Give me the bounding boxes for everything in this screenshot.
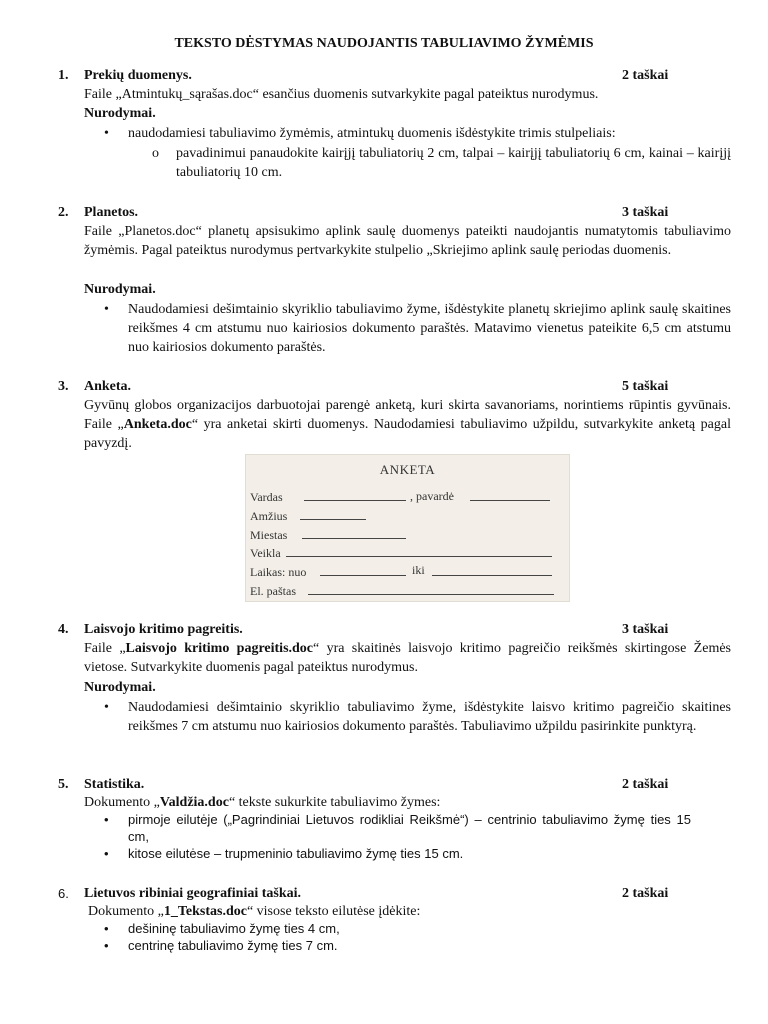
- body-text: Dokumento „: [88, 904, 164, 919]
- bullet-list: [104, 698, 731, 736]
- anketa-label-pastas: El. paštas: [250, 584, 296, 598]
- task-name: Anketa.: [84, 379, 132, 394]
- anketa-line: [300, 519, 366, 520]
- anketa-line: [320, 575, 406, 576]
- anketa-label-miestas: Miestas: [250, 528, 288, 542]
- bullet-list: [104, 920, 731, 954]
- task-points: 3 taškai: [622, 205, 669, 220]
- circle-bullet-icon: o: [152, 146, 159, 161]
- task-body: [84, 793, 731, 812]
- anketa-line: [304, 500, 406, 501]
- bullet-list: [104, 124, 731, 143]
- instructions-label: Nurodymai.: [84, 680, 156, 695]
- file-name: Laisvojo kritimo pagreitis.doc: [125, 641, 314, 656]
- sub-item-text: pavadinimui panaudokite kairįjį tabuliatorių 2 cm, talpai – kairįjį tabuliatorių 6 cm, kainai – kairįjį tabuliatorių 10 cm.: [176, 146, 731, 180]
- anketa-label-amzius: Amžius: [250, 509, 288, 523]
- task-points: 2 taškai: [622, 68, 669, 83]
- list-item: • Naudodamiesi dešimtainio skyriklio tabuliavimo žyme, išdėstykite laisvo kritimo pagreičio skaitines reikšmes 7 cm atstumu nuo kairiosios dokumento paraštės. Tabuliavimo užpildu pasirinkite punktyrą.: [104, 698, 731, 736]
- task-points: 5 taškai: [622, 379, 669, 394]
- task-points: 2 taškai: [622, 777, 669, 792]
- task-name: Prekių duomenys.: [84, 68, 192, 83]
- task-name: Planetos.: [84, 205, 139, 220]
- task-points: 2 taškai: [622, 886, 669, 901]
- task-name: Lietuvos ribiniai geografiniai taškai.: [84, 886, 302, 901]
- list-item: • pirmoje eilutėje („Pagrindiniai Lietuvos rodikliai Reikšmė“) – centrinio tabuliavimo žymę ties 15 cm,: [104, 811, 731, 845]
- file-name: Anketa.doc: [123, 417, 192, 432]
- anketa-line: [286, 556, 552, 557]
- list-item: • kitose eilutėse – trupmeninio tabuliavimo žymę ties 15 cm.: [104, 845, 731, 862]
- instructions-label: Nurodymai.: [84, 282, 156, 297]
- file-name: 1_Tekstas.doc: [163, 904, 247, 919]
- body-text: “ yra skaitinės laisvojo kritimo pagreičio reikšmės skirtingose Žemės vietose. Sutvarkykite duomenis pagal pateiktus nurodymus.: [84, 641, 731, 675]
- task-number: 6.: [58, 886, 69, 901]
- list-item: • centrinę tabuliavimo žymę ties 7 cm.: [104, 937, 731, 954]
- anketa-label-iki: iki: [412, 563, 425, 577]
- task-name: Laisvojo kritimo pagreitis.: [84, 622, 243, 637]
- list-item: • naudodamiesi tabuliavimo žymėmis, atmintukų duomenis išdėstykite trimis stulpeliais:: [104, 124, 731, 143]
- anketa-label-pavarde: , pavardė: [410, 489, 454, 503]
- task-number: 5.: [58, 777, 69, 792]
- task-points: 3 taškai: [622, 622, 669, 637]
- body-text: “ tekste sukurkite tabuliavimo žymes:: [228, 795, 441, 810]
- task-body: Faile „Atmintukų_sąrašas.doc“ esančius duomenis sutvarkykite pagal pateiktus nurodymus.: [84, 87, 599, 102]
- task-body: [88, 902, 735, 921]
- document-title: TEKSTO DĖSTYMAS NAUDOJANTIS TABULIAVIMO ŽYMĖMIS: [174, 36, 594, 51]
- body-text: “ visose teksto eilutėse įdėkite:: [246, 904, 421, 919]
- task-body: [84, 639, 731, 677]
- task-body: [84, 396, 731, 453]
- anketa-line: [432, 575, 552, 576]
- task-number: 1.: [58, 68, 69, 83]
- bullet-list: [104, 300, 731, 357]
- anketa-label-laikas: Laikas: nuo: [250, 565, 307, 579]
- instructions-label: Nurodymai.: [84, 106, 156, 121]
- bullet-list: [104, 811, 731, 862]
- list-item: • Naudodamiesi dešimtainio skyriklio tabuliavimo žyme, išdėstykite planetų skriejimo aplink saulę skaitines reikšmes 4 cm atstumu nuo kairiosios dokumento paraštės. Matavimo vienetus pateikite 6,5 cm atstumu nuo kairiosios dokumento paraštės.: [104, 300, 731, 357]
- anketa-title: ANKETA: [379, 462, 436, 477]
- body-text: Faile „: [84, 641, 126, 656]
- anketa-example-image: [245, 454, 570, 602]
- anketa-label-veikla: Veikla: [250, 546, 281, 560]
- task-number: 4.: [58, 622, 69, 637]
- anketa-line: [302, 538, 406, 539]
- body-text: “ yra anketai skirti duomenys. Naudodamiesi tabuliavimo užpildu, sutvarkykite anketą pagal pavyzdį.: [84, 417, 731, 451]
- anketa-line: [470, 500, 550, 501]
- task-number: 2.: [58, 205, 69, 220]
- task-name: Statistika.: [84, 777, 145, 792]
- task-body: Faile „Planetos.doc“ planetų apsisukimo aplink saulę duomenys pateikti naudojantis numatytomis tabuliavimo žymėmis. Pagal pateiktus nurodymus pertvarkykite stulpelio „Skriejimo aplink saulę periodas duomenis.: [84, 224, 731, 258]
- file-name: Valdžia.doc: [159, 795, 229, 810]
- task-number: 3.: [58, 379, 69, 394]
- list-item: • dešininę tabuliavimo žymę ties 4 cm,: [104, 920, 731, 937]
- body-text: Dokumento „: [84, 795, 160, 810]
- anketa-label-vardas: Vardas: [250, 490, 283, 504]
- body-text: Gyvūnų globos organizacijos darbuotojai parengė anketą, kuri skirta savanoriams, norintiems rūpintis gyvūnais. Faile „: [84, 398, 731, 432]
- anketa-line: [308, 594, 554, 595]
